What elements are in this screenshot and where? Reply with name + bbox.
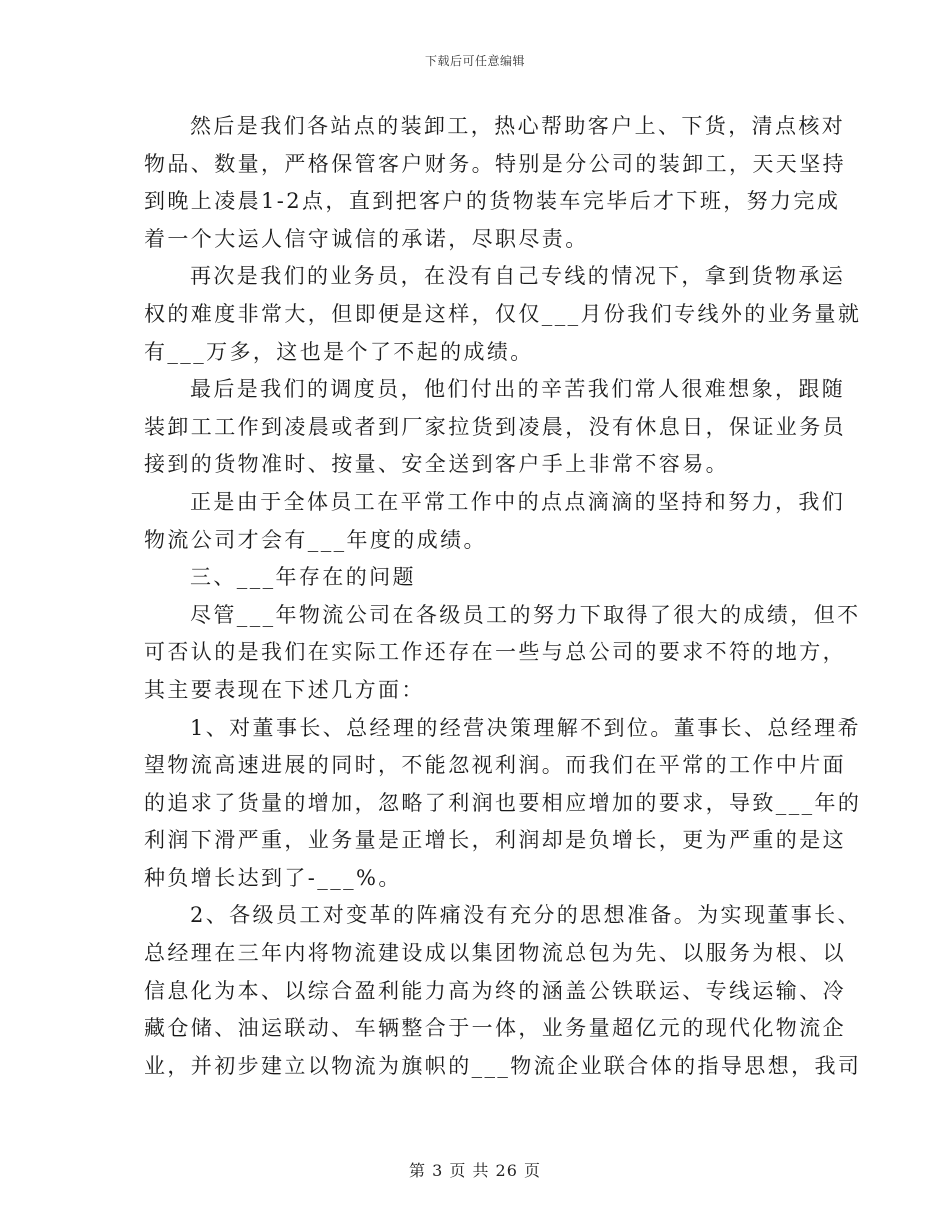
paragraph-problem-1 <box>144 710 862 898</box>
paragraph-summary <box>144 484 846 559</box>
text-line: 着一个大运人信守诚信的承诺，尽职尽责。 <box>144 226 589 251</box>
text-line: 利润下滑严重，业务量是正增长，利润却是负增长，更为严重的是这 <box>144 828 846 853</box>
text-line: 权的难度非常大，但即便是这样，仅仅___月份我们专线外的业务量就 <box>144 301 862 326</box>
page-header-note: 下载后可任意编辑 <box>424 54 525 68</box>
text-line: 最后是我们的调度员，他们付出的辛苦我们常人很难想象，跟随 <box>190 377 846 402</box>
paragraph-dispatchers <box>144 371 846 484</box>
text-line: 物流公司才会有___年度的成绩。 <box>144 527 487 552</box>
text-line: 物品、数量，严格保管客户财务。特别是分公司的装卸工，天天坚持 <box>144 151 846 176</box>
paragraph-sales <box>144 258 862 371</box>
text-line: 装卸工工作到凌晨或者到厂家拉货到凌晨，没有休息日，保证业务员 <box>144 414 846 439</box>
text-line: 2、各级员工对变革的阵痛没有充分的思想准备。为实现董事长、 <box>190 903 861 928</box>
text-line: 有___万多，这也是个了不起的成绩。 <box>144 339 534 364</box>
section-title: 三、___年存在的问题 <box>190 565 416 590</box>
text-line: 接到的货物准时、按量、安全送到客户手上非常不容易。 <box>144 452 729 477</box>
text-line: 望物流高速进展的同时，不能忽视利润。而我们在平常的工作中片面 <box>144 753 846 778</box>
text-line: 藏仓储、油运联动、车辆整合于一体，业务量超亿元的现代化物流企 <box>144 1016 846 1041</box>
text-line: 正是由于全体员工在平常工作中的点点滴滴的坚持和努力，我们 <box>190 489 846 514</box>
text-line: 总经理在三年内将物流建设成以集团物流总包为先、以服务为根、以 <box>144 941 846 966</box>
text-line: 再次是我们的业务员，在没有自己专线的情况下，拿到货物承运 <box>190 264 846 289</box>
paragraph-problem-2 <box>144 897 862 1085</box>
paragraph-loaders <box>144 108 846 258</box>
paragraph-problems-intro <box>144 597 861 710</box>
section-heading <box>144 559 806 597</box>
text-line: 可否认的是我们在实际工作还存在一些与总公司的要求不符的地方， <box>144 640 846 665</box>
text-line: 的追求了货量的增加，忽略了利润也要相应增加的要求，导致___年的 <box>144 790 862 815</box>
text-line: 业，并初步建立以物流为旗帜的___物流企业联合体的指导思想，我司 <box>144 1053 862 1078</box>
text-line: 到晚上凌晨1-2点，直到把客户的货物装车完毕后才下班，努力完成 <box>144 189 841 214</box>
text-line: 其主要表现在下述几方面： <box>144 677 425 702</box>
text-line: 1、对董事长、总经理的经营决策理解不到位。董事长、总经理希 <box>190 715 861 740</box>
text-line: 尽管___年物流公司在各级员工的努力下取得了很大的成绩，但不 <box>190 602 861 627</box>
document-body <box>144 108 862 1085</box>
page-number: 第 3 页 共 26 页 <box>409 1161 541 1180</box>
text-line: 信息化为本、以综合盈利能力高为终的涵盖公铁联运、专线运输、冷 <box>144 978 846 1003</box>
text-line: 种负增长达到了-___%。 <box>144 865 402 890</box>
text-line: 然后是我们各站点的装卸工，热心帮助客户上、下货，清点核对 <box>190 114 846 138</box>
